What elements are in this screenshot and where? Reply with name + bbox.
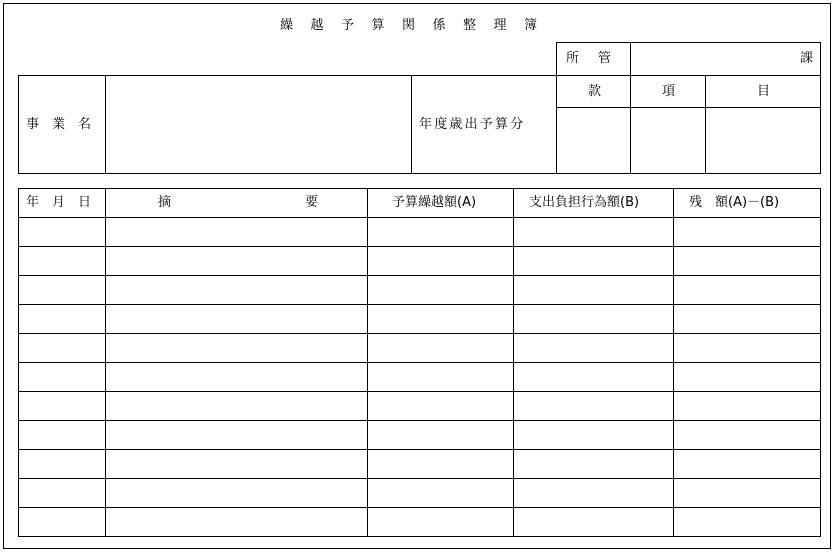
table-row-line — [18, 362, 821, 363]
col-header-tekiyo-2: 要 — [305, 195, 319, 210]
header-right-block-left-border — [556, 42, 557, 174]
table-row-line — [18, 275, 821, 276]
header-left-border — [18, 75, 19, 174]
divider-shokan — [630, 42, 631, 174]
table-col-line — [673, 188, 674, 537]
table-col-line — [105, 188, 106, 537]
table-header-bottom — [18, 217, 821, 218]
shokan-top-border — [556, 42, 821, 43]
divider-moku — [705, 75, 706, 174]
table-row-line — [18, 507, 821, 508]
table-top-border — [18, 188, 821, 189]
col-header-shishutsu: 支出負担行為額(B) — [529, 195, 640, 210]
table-col-line — [513, 188, 514, 537]
table-row-line — [18, 304, 821, 305]
moku-label: 目 — [757, 84, 771, 99]
shokan-label: 所 管 — [566, 51, 615, 66]
kan-label: 款 — [588, 84, 602, 99]
col-header-zangaku: 残 額(A)－(B) — [689, 195, 780, 210]
col-header-kurikoshi: 予算繰越額(A) — [392, 195, 477, 210]
table-row-line — [18, 246, 821, 247]
header-right-border — [820, 42, 821, 174]
table-col-line — [18, 188, 19, 537]
col-header-date: 年 月 日 — [26, 195, 92, 210]
ko-label: 項 — [662, 84, 676, 99]
table-row-line — [18, 391, 821, 392]
kan-ko-moku-divider — [556, 107, 821, 108]
table-row-line — [18, 420, 821, 421]
table-col-line — [820, 188, 821, 537]
table-row-line — [18, 536, 821, 537]
document-frame — [3, 3, 831, 549]
table-row-line — [18, 478, 821, 479]
jigyo-label: 事 業 名 — [26, 117, 92, 132]
header-top-border — [18, 75, 821, 76]
table-row-line — [18, 449, 821, 450]
divider-nendo — [411, 75, 412, 174]
divider-jigyo — [105, 75, 106, 174]
table-col-line — [367, 188, 368, 537]
col-header-tekiyo-1: 摘 — [158, 195, 172, 210]
nendo-label: 年度歳出予算分 — [419, 117, 526, 132]
header-bottom-border — [18, 173, 821, 174]
ka-suffix: 課 — [800, 51, 814, 66]
table-row-line — [18, 333, 821, 334]
document-title: 繰越予算関係整理簿 — [280, 18, 555, 33]
